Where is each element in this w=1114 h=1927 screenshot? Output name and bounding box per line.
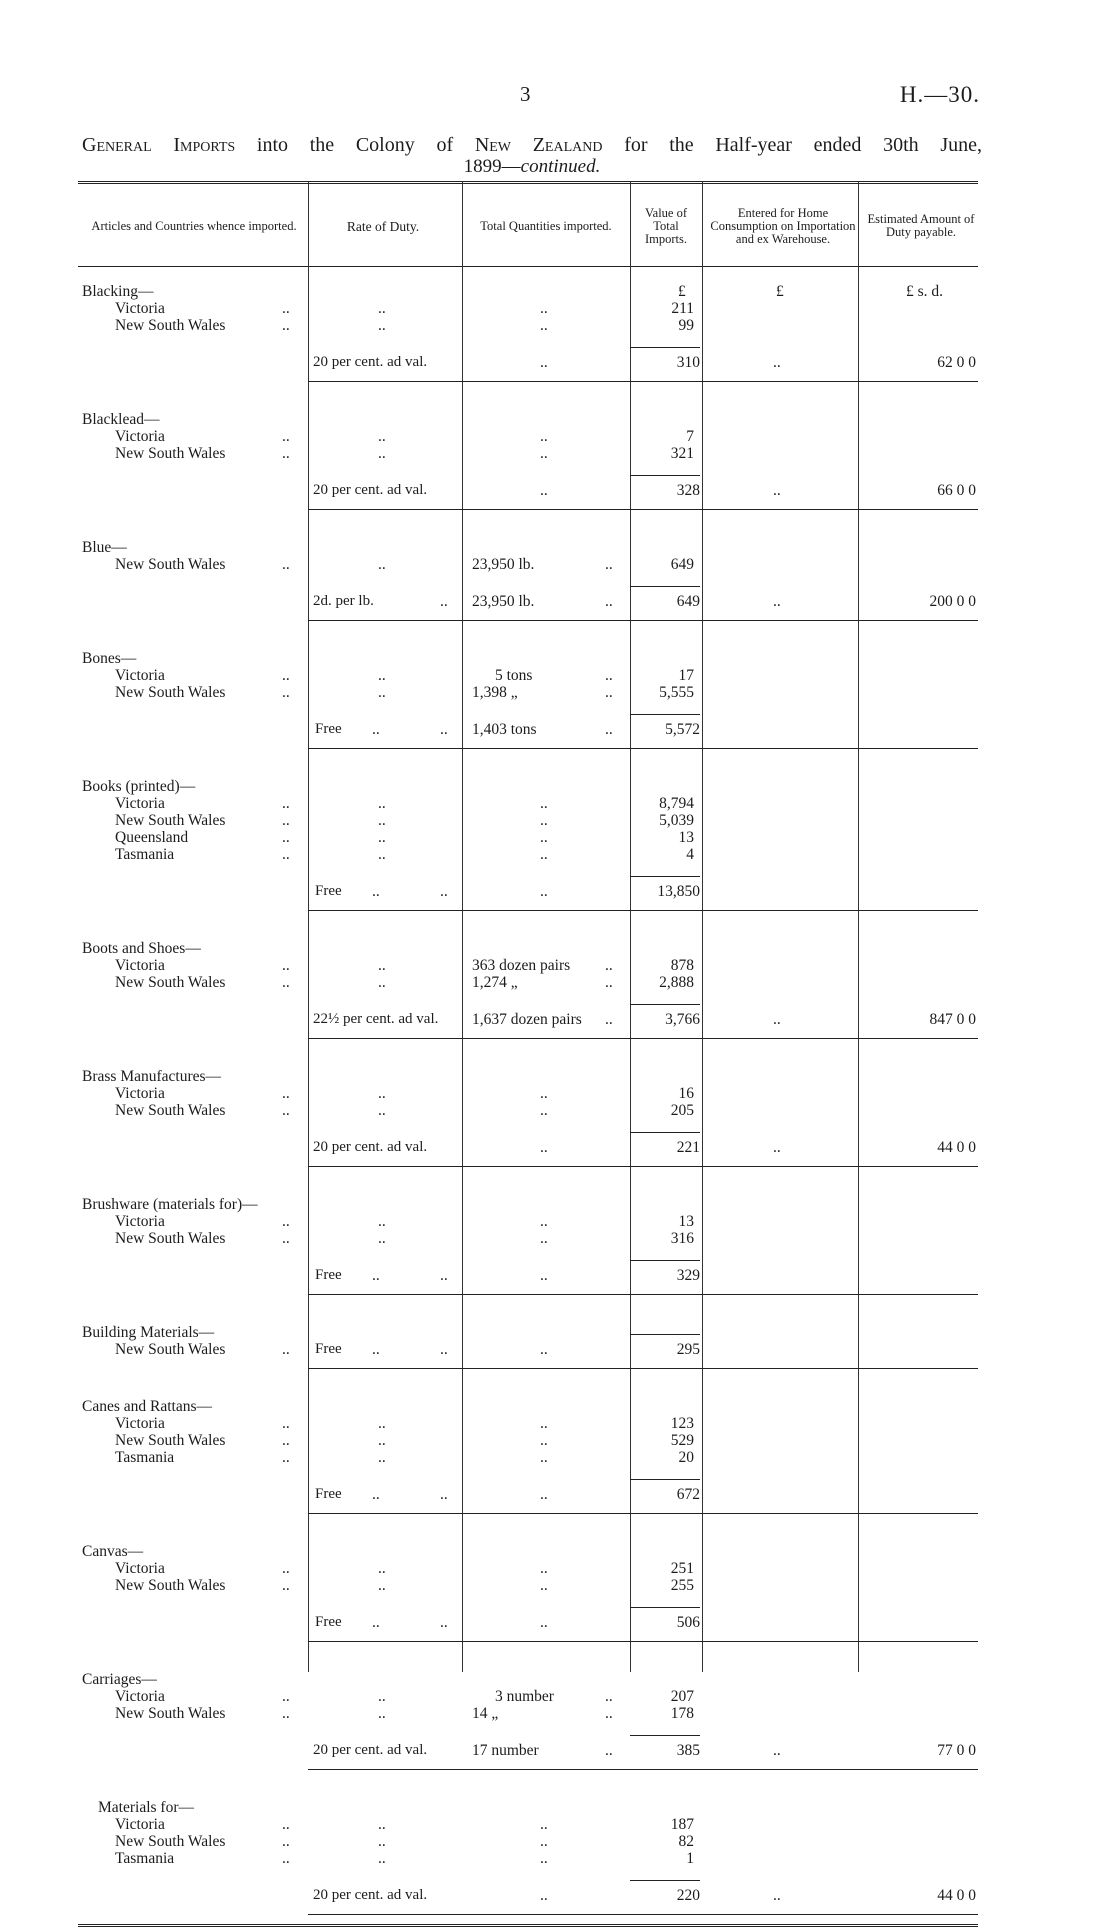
leader-dots: .. [540, 482, 548, 499]
estimated-duty: 200 0 0 [929, 593, 976, 610]
import-value: 251 [670, 1560, 694, 1577]
import-value: 878 [670, 957, 694, 974]
leader-dots: .. [540, 795, 548, 812]
title-part: New Zealand [474, 134, 603, 156]
leader-dots: .. [540, 1449, 548, 1466]
title-part: General Imports [82, 134, 236, 156]
article-name: Blacklead— [82, 411, 160, 428]
estimated-duty: 847 0 0 [929, 1011, 976, 1028]
entered-value: .. [773, 354, 781, 371]
import-value-total: 329 [630, 1260, 700, 1284]
leader-dots: .. [282, 1833, 290, 1850]
leader-dots: .. [378, 1102, 386, 1119]
leader-dots: .. [282, 1816, 290, 1833]
article-name: Carriages— [82, 1671, 157, 1688]
leader-dots: .. [540, 829, 548, 846]
import-value: 529 [670, 1432, 694, 1449]
leader-dots: .. [605, 957, 613, 974]
quantity-value: 23,950 lb. [472, 556, 535, 573]
import-value: 5,555 [659, 684, 694, 701]
estimated-duty: 62 0 0 [937, 354, 976, 371]
country-name: New South Wales [115, 556, 226, 573]
leader-dots: .. [378, 556, 386, 573]
estimated-duty: 44 0 0 [937, 1139, 976, 1156]
country-name: New South Wales [115, 445, 226, 462]
leader-dots: .. [282, 445, 290, 462]
import-value: 205 [670, 1102, 694, 1119]
duty-rate: 2d. per lb. [313, 593, 374, 609]
country-name: Victoria [115, 300, 165, 317]
leader-dots: .. [440, 593, 448, 610]
entered-value: .. [773, 1139, 781, 1156]
leader-dots: .. [378, 1850, 386, 1867]
country-name: Victoria [115, 957, 165, 974]
leader-dots: .. [605, 974, 613, 991]
column-header-rate: Rate of Duty. [346, 218, 420, 234]
leader-dots: .. [378, 795, 386, 812]
subtitle-year: 1899— [463, 156, 521, 177]
import-value: 82 [678, 1833, 694, 1850]
country-name: Victoria [115, 1085, 165, 1102]
leader-dots: .. [282, 1449, 290, 1466]
import-value-total: 672 [630, 1479, 700, 1503]
leader-dots: .. [540, 812, 548, 829]
leader-dots: .. [378, 300, 386, 317]
quantity-value: 3 number [495, 1688, 554, 1705]
group-separator [308, 1038, 978, 1039]
title-part: into the Colony of [256, 134, 454, 156]
article-name: Books (printed)— [82, 778, 196, 795]
duty-rate: Free [315, 721, 342, 737]
leader-dots: .. [540, 1139, 548, 1156]
leader-dots: .. [282, 684, 290, 701]
duty-rate: 20 per cent. ad val. [313, 1139, 428, 1155]
country-name: Tasmania [115, 1850, 175, 1867]
leader-dots: .. [378, 1705, 386, 1722]
leader-dots: .. [540, 883, 548, 900]
import-value: 99 [678, 317, 694, 334]
quantity-value: 5 tons [495, 667, 533, 684]
article-name: Building Materials— [82, 1324, 215, 1341]
duty-rate: 22½ per cent. ad val. [313, 1011, 439, 1027]
import-value: 4 [686, 846, 694, 863]
leader-dots: .. [378, 846, 386, 863]
leader-dots: .. [282, 1688, 290, 1705]
leader-dots: .. [440, 1341, 448, 1358]
leader-dots: .. [540, 300, 548, 317]
page-number: 3 [520, 82, 531, 106]
import-value: 178 [670, 1705, 694, 1722]
quantity-total: 17 number [472, 1742, 539, 1759]
leader-dots: .. [540, 1267, 548, 1284]
leader-dots: .. [540, 445, 548, 462]
country-name: New South Wales [115, 974, 226, 991]
leader-dots: .. [540, 1833, 548, 1850]
leader-dots: .. [282, 1230, 290, 1247]
quantity-total: 1,403 tons [472, 721, 537, 738]
article-name: Brushware (materials for)— [82, 1196, 258, 1213]
leader-dots: .. [378, 1560, 386, 1577]
import-value: 1 [686, 1850, 694, 1867]
duty-rate: Free [315, 1486, 342, 1502]
article-name: Bones— [82, 650, 137, 667]
quantity-value: 363 dozen pairs [472, 957, 571, 974]
leader-dots: .. [378, 812, 386, 829]
country-name: Tasmania [115, 1449, 175, 1466]
import-value-total: 5,572 [630, 714, 700, 738]
entered-value: .. [773, 482, 781, 499]
leader-dots: .. [540, 428, 548, 445]
leader-dots: .. [540, 1415, 548, 1432]
leader-dots: .. [282, 846, 290, 863]
page-title [82, 134, 982, 157]
import-value: 207 [670, 1688, 694, 1705]
leader-dots: .. [378, 1415, 386, 1432]
leader-dots: .. [282, 1341, 290, 1358]
leader-dots: .. [540, 1577, 548, 1594]
import-value: 20 [678, 1449, 694, 1466]
leader-dots: .. [540, 1486, 548, 1503]
leader-dots: .. [605, 1705, 613, 1722]
leader-dots: .. [378, 1833, 386, 1850]
leader-dots: .. [605, 556, 613, 573]
country-name: Victoria [115, 1688, 165, 1705]
column-divider [308, 182, 309, 1672]
country-name: New South Wales [115, 684, 226, 701]
group-separator [308, 910, 978, 911]
group-separator [308, 1368, 978, 1369]
leader-dots: .. [540, 1887, 548, 1904]
leader-dots: .. [372, 1267, 380, 1284]
import-value-total: 310 [630, 347, 700, 371]
leader-dots: .. [282, 1560, 290, 1577]
leader-dots: .. [540, 317, 548, 334]
leader-dots: .. [540, 354, 548, 371]
leader-dots: .. [605, 684, 613, 701]
group-separator [308, 748, 978, 749]
leader-dots: .. [378, 1577, 386, 1594]
leader-dots: .. [282, 1577, 290, 1594]
country-name: Victoria [115, 1816, 165, 1833]
table-top-rule [78, 181, 978, 184]
leader-dots: .. [378, 974, 386, 991]
leader-dots: .. [440, 883, 448, 900]
article-name: Blue— [82, 539, 127, 556]
duty-rate: 20 per cent. ad val. [313, 1887, 428, 1903]
column-header-value: Value of Total Imports. [644, 205, 687, 246]
country-name: New South Wales [115, 1432, 226, 1449]
duty-rate: Free [315, 1341, 342, 1357]
leader-dots: .. [378, 1449, 386, 1466]
leader-dots: .. [540, 1432, 548, 1449]
country-name: New South Wales [115, 1102, 226, 1119]
column-divider [858, 182, 859, 1672]
group-separator [308, 1166, 978, 1167]
quantity-total: 23,950 lb. [472, 593, 535, 610]
import-value-total: 295 [630, 1334, 700, 1358]
country-name: New South Wales [115, 812, 226, 829]
leader-dots: .. [282, 428, 290, 445]
group-separator [308, 509, 978, 510]
leader-dots: .. [605, 667, 613, 684]
subtitle-continued: continued. [520, 156, 601, 177]
header-bottom-rule [78, 266, 978, 267]
leader-dots: .. [378, 1688, 386, 1705]
leader-dots: .. [540, 1560, 548, 1577]
import-value: 255 [670, 1577, 694, 1594]
leader-dots: .. [282, 795, 290, 812]
country-name: Tasmania [115, 846, 175, 863]
article-name: Brass Manufactures— [82, 1068, 222, 1085]
leader-dots: .. [378, 1213, 386, 1230]
leader-dots: .. [378, 957, 386, 974]
duty-rate: 20 per cent. ad val. [313, 1742, 428, 1758]
import-value-total: 328 [630, 475, 700, 499]
country-name: New South Wales [115, 1341, 226, 1358]
leader-dots: .. [282, 829, 290, 846]
leader-dots: .. [605, 593, 613, 610]
estimated-duty: 77 0 0 [937, 1742, 976, 1759]
country-name: New South Wales [115, 1705, 226, 1722]
entered-value: .. [773, 1887, 781, 1904]
leader-dots: .. [282, 667, 290, 684]
duty-rate: Free [315, 883, 342, 899]
import-value: 123 [670, 1415, 694, 1432]
import-value-total: 3,766 [630, 1004, 700, 1028]
leader-dots: .. [540, 846, 548, 863]
import-value: 2,888 [659, 974, 694, 991]
import-value: 321 [670, 445, 694, 462]
leader-dots: .. [378, 1432, 386, 1449]
import-value: 5,039 [659, 812, 694, 829]
group-separator [308, 620, 978, 621]
import-value-total: 385 [630, 1735, 700, 1759]
column-divider [702, 182, 703, 1672]
leader-dots: .. [282, 1850, 290, 1867]
import-value-total: 221 [630, 1132, 700, 1156]
leader-dots: .. [540, 1614, 548, 1631]
leader-dots: .. [540, 1230, 548, 1247]
country-name: Victoria [115, 1213, 165, 1230]
country-name: New South Wales [115, 1577, 226, 1594]
leader-dots: .. [605, 1688, 613, 1705]
page-subtitle [0, 156, 1064, 178]
column-header-entered: Entered for Home Consumption on Importation and ex Warehouse. [710, 205, 856, 246]
estimated-duty: 66 0 0 [937, 482, 976, 499]
column-header-duty: Estimated Amount of Duty payable. [867, 212, 975, 239]
column-divider [462, 182, 463, 1672]
group-separator [308, 1914, 978, 1915]
leader-dots: .. [605, 1011, 613, 1028]
leader-dots: .. [378, 1816, 386, 1833]
leader-dots: .. [282, 556, 290, 573]
leader-dots: .. [540, 1850, 548, 1867]
import-value: 13 [678, 829, 694, 846]
article-name: Materials for— [98, 1799, 194, 1816]
leader-dots: .. [440, 1614, 448, 1631]
duty-rate: Free [315, 1614, 342, 1630]
import-value-total: 220 [630, 1880, 700, 1904]
leader-dots: .. [540, 1213, 548, 1230]
group-separator [308, 1769, 978, 1770]
import-value-total: 13,850 [630, 876, 700, 900]
leader-dots: .. [372, 883, 380, 900]
import-value-total: 506 [630, 1607, 700, 1631]
import-value: 8,794 [659, 795, 694, 812]
leader-dots: .. [282, 1415, 290, 1432]
quantity-value: 1,398 „ [472, 684, 518, 701]
column-header-articles: Articles and Countries whence imported. [91, 218, 297, 233]
leader-dots: .. [378, 829, 386, 846]
country-name: Victoria [115, 428, 165, 445]
leader-dots: .. [540, 1341, 548, 1358]
import-value-total: 649 [630, 586, 700, 610]
estimated-duty: 44 0 0 [937, 1887, 976, 1904]
group-separator [308, 1513, 978, 1514]
leader-dots: .. [282, 1102, 290, 1119]
unit-entered: £ [776, 283, 784, 300]
entered-value: .. [773, 1011, 781, 1028]
leader-dots: .. [540, 1085, 548, 1102]
leader-dots: .. [282, 300, 290, 317]
country-name: Queensland [115, 829, 189, 846]
quantity-value: 14 „ [472, 1705, 499, 1722]
leader-dots: .. [282, 1705, 290, 1722]
document-reference: H.—30. [899, 82, 980, 107]
import-value: 187 [670, 1816, 694, 1833]
article-name: Canvas— [82, 1543, 144, 1560]
article-name: Blacking— [82, 283, 154, 300]
leader-dots: .. [440, 1486, 448, 1503]
duty-rate: 20 per cent. ad val. [313, 482, 428, 498]
import-value: 649 [670, 556, 694, 573]
leader-dots: .. [372, 1614, 380, 1631]
country-name: New South Wales [115, 1230, 226, 1247]
leader-dots: .. [282, 974, 290, 991]
leader-dots: .. [378, 317, 386, 334]
leader-dots: .. [378, 428, 386, 445]
duty-rate: 20 per cent. ad val. [313, 354, 428, 370]
unit-value: £ [678, 283, 686, 300]
group-separator [308, 1294, 978, 1295]
leader-dots: .. [605, 1742, 613, 1759]
article-name: Canes and Rattans— [82, 1398, 213, 1415]
import-value: 13 [678, 1213, 694, 1230]
leader-dots: .. [378, 1230, 386, 1247]
import-value: 16 [678, 1085, 694, 1102]
leader-dots: .. [540, 1816, 548, 1833]
leader-dots: .. [605, 721, 613, 738]
country-name: Victoria [115, 667, 165, 684]
column-header-quantities: Total Quantities imported. [480, 218, 612, 233]
quantity-total: 1,637 dozen pairs [472, 1011, 582, 1028]
country-name: New South Wales [115, 1833, 226, 1850]
country-name: New South Wales [115, 317, 226, 334]
leader-dots: .. [282, 1085, 290, 1102]
leader-dots: .. [440, 1267, 448, 1284]
leader-dots: .. [282, 957, 290, 974]
article-name: Boots and Shoes— [82, 940, 201, 957]
leader-dots: .. [540, 1102, 548, 1119]
country-name: Victoria [115, 795, 165, 812]
group-separator [308, 381, 978, 382]
entered-value: .. [773, 1742, 781, 1759]
leader-dots: .. [378, 1085, 386, 1102]
entered-value: .. [773, 593, 781, 610]
import-value: 211 [671, 300, 694, 317]
leader-dots: .. [378, 445, 386, 462]
unit-duty: £ s. d. [906, 283, 944, 300]
import-value: 7 [686, 428, 694, 445]
country-name: Victoria [115, 1560, 165, 1577]
leader-dots: .. [282, 1432, 290, 1449]
duty-rate: Free [315, 1267, 342, 1283]
leader-dots: .. [378, 684, 386, 701]
title-part: for the Half-year ended 30th June, [624, 134, 983, 156]
leader-dots: .. [440, 721, 448, 738]
leader-dots: .. [282, 317, 290, 334]
leader-dots: .. [372, 721, 380, 738]
leader-dots: .. [372, 1486, 380, 1503]
leader-dots: .. [282, 1213, 290, 1230]
group-separator [308, 1641, 978, 1642]
import-value: 316 [670, 1230, 694, 1247]
quantity-value: 1,274 „ [472, 974, 518, 991]
country-name: Victoria [115, 1415, 165, 1432]
import-value: 17 [678, 667, 694, 684]
leader-dots: .. [282, 812, 290, 829]
leader-dots: .. [372, 1341, 380, 1358]
leader-dots: .. [378, 667, 386, 684]
